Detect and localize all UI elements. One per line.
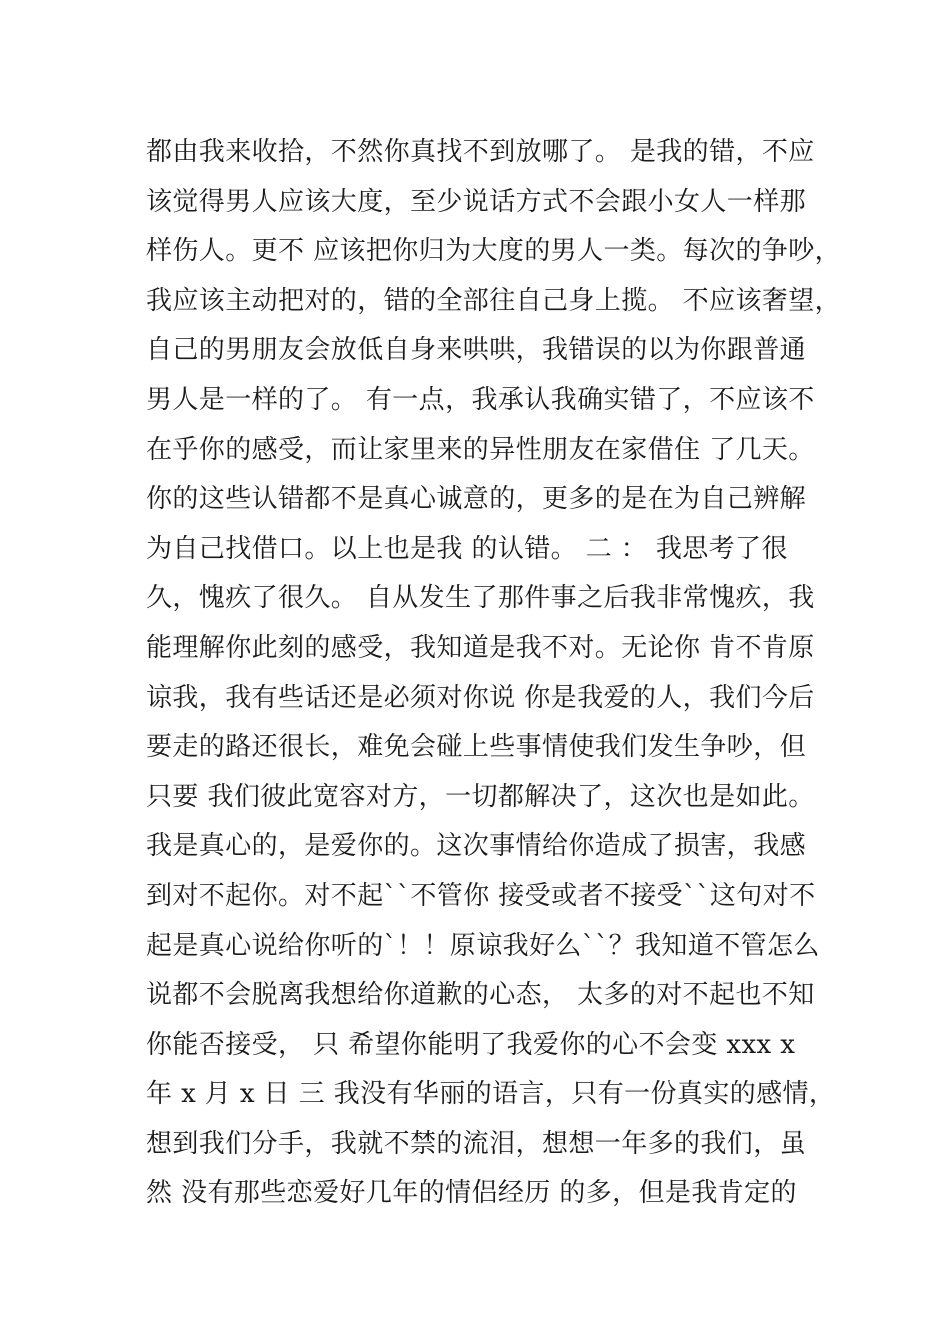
text-line: 能理解你此刻的感受，我知道是我不对。无论你 肯不肯原 [146, 632, 815, 663]
text-line: 年 x 月 x 日 三 我没有华丽的语言，只有一份真实的感情， [146, 1079, 836, 1110]
text-line: 只要 我们彼此宽容对方，一切都解决了，这次也是如此。 [146, 781, 815, 812]
text-line: 样伤人。更不 应该把你归为大度的男人一类。每次的争吵， [146, 236, 842, 267]
text-line: 我应该主动把对的，错的全部往自己身上揽。 不应该奢望， [146, 285, 842, 316]
text-line: 起是真心说给你听的`！！原谅我好么``？我知道不管怎么 [146, 930, 820, 961]
body-text [146, 128, 842, 1219]
text-line: 久，愧疚了很久。 自从发生了那件事之后我非常愧疚，我 [146, 583, 815, 614]
text-line: 自己的男朋友会放低自身来哄哄，我错误的以为你跟普通 [146, 335, 807, 366]
text-line: 然 没有那些恋爱好几年的情侣经历 的多，但是我肯定的 [146, 1178, 797, 1209]
text-line: 要走的路还很长，难免会碰上些事情使我们发生争吵，但 [146, 732, 807, 763]
text-line: 男人是一样的了。 有一点，我承认我确实错了，不应该不 [146, 384, 815, 415]
text-line: 谅我，我有些话还是必须对你说 你是我爱的人，我们今后 [146, 682, 815, 713]
text-line: 想到我们分手，我就不禁的流泪，想想一年多的我们，虽 [146, 1128, 807, 1159]
text-line: 该觉得男人应该大度，至少说话方式不会跟小女人一样那 [146, 186, 807, 217]
text-line: 我是真心的，是爱你的。这次事情给你造成了损害，我感 [146, 831, 807, 862]
text-line: 你能否接受， 只 希望你能明了我爱你的心不会变 xxx x [146, 1029, 796, 1060]
text-line: 都由我来收拾，不然你真找不到放哪了。 是我的错，不应 [146, 137, 815, 167]
text-line: 到对不起你。对不起``不管你 接受或者不接受``这句对不 [146, 880, 816, 911]
text-line: 为自己找借口。以上也是我 的认错。 二 ： 我思考了很 [146, 533, 788, 564]
text-line: 你的这些认错都不是真心诚意的，更多的是在为自己辨解 [146, 484, 807, 515]
text-line: 在乎你的感受，而让家里来的异性朋友在家借住 了几天。 [146, 434, 815, 465]
text-line: 说都不会脱离我想给你道歉的心态， 太多的对不起也不知 [146, 980, 815, 1011]
